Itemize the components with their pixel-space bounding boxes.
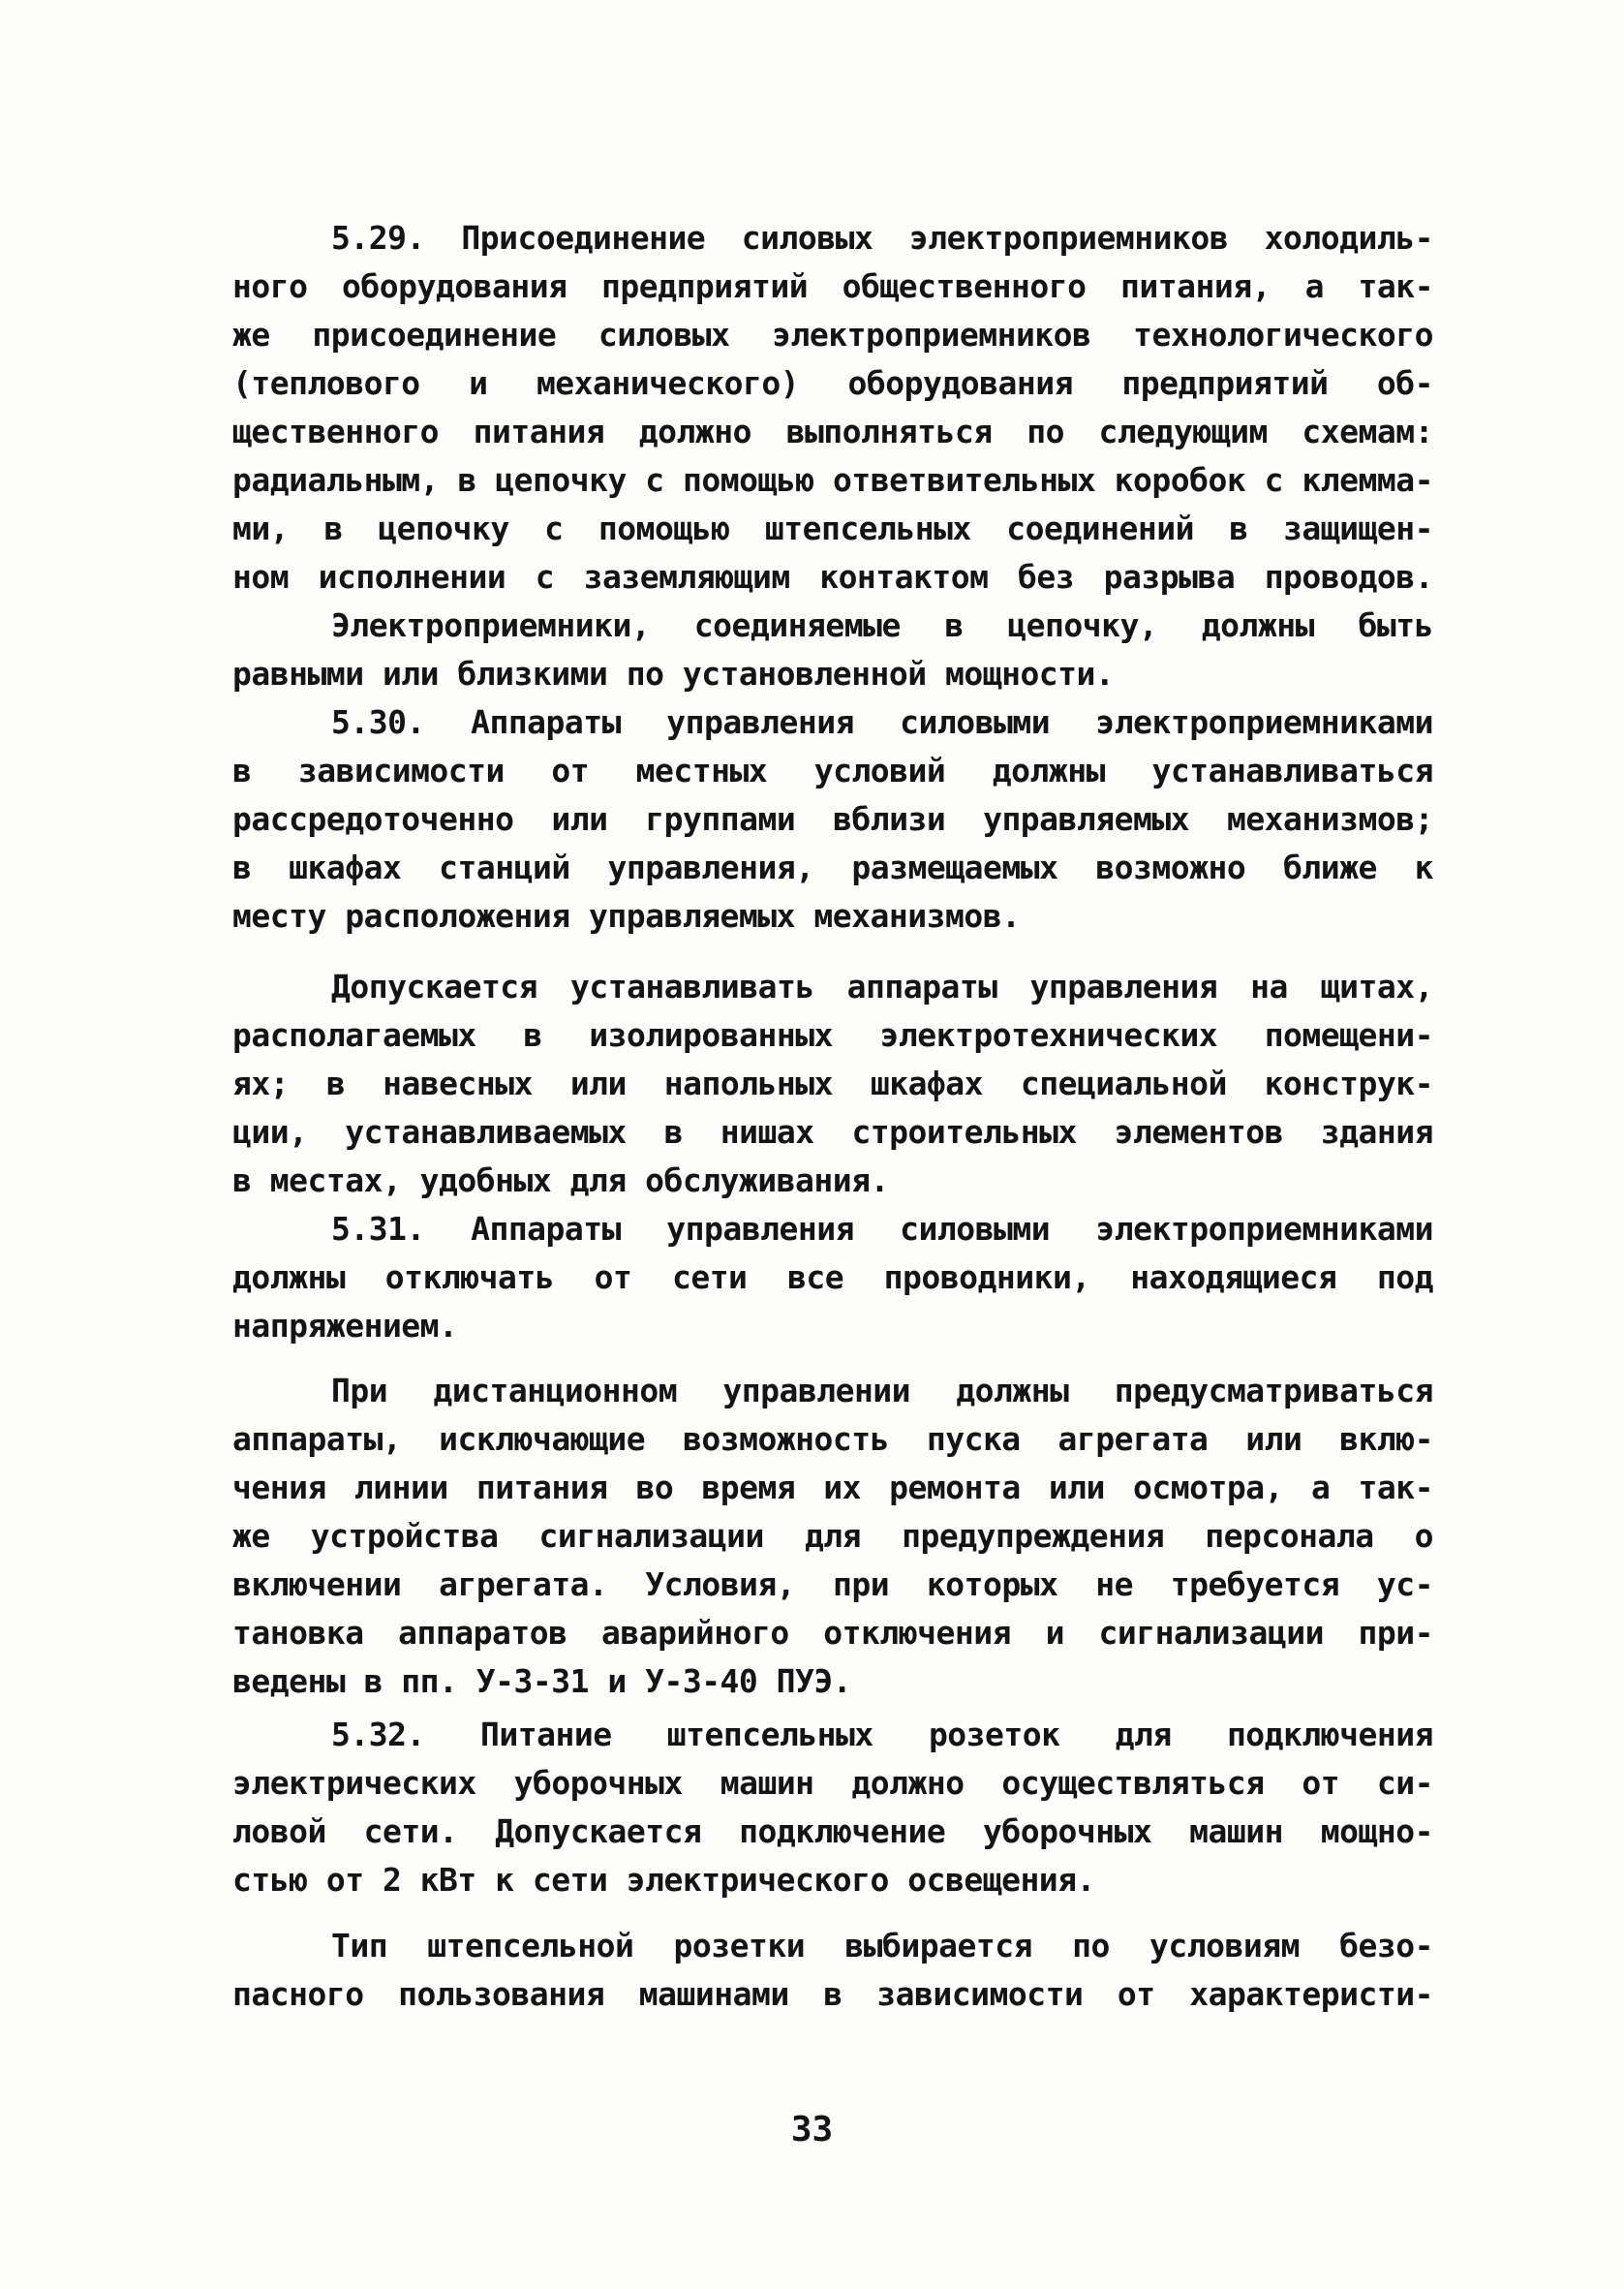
text-line: чения линии питания во время их ремонта или осмотра, а так- bbox=[232, 1469, 1433, 1506]
text-line: должны отключать от сети все проводники, находящиеся под bbox=[232, 1258, 1433, 1296]
text-line: же присоединение силовых электроприемников технологического bbox=[232, 316, 1433, 354]
text-line: ми, в цепочку с помощью штепсельных соединений в защищен- bbox=[232, 510, 1433, 547]
text-line: стью от 2 кВт к сети электрического освещения. bbox=[232, 1861, 1095, 1899]
text-line: ведены в пп. У-3-31 и У-3-40 ПУЭ. bbox=[232, 1662, 852, 1700]
text-line: ях; в навесных или напольных шкафах специальной конструк- bbox=[232, 1065, 1433, 1102]
text-line: равными или близкими по установленной мощности. bbox=[232, 655, 1115, 693]
text-line: ловой сети. Допускается подключение уборочных машин мощно- bbox=[232, 1812, 1433, 1850]
text-line: ном исполнении с заземляющим контактом без разрыва проводов. bbox=[232, 558, 1433, 596]
text-line: 5.29. Присоединение силовых электроприемников холодиль- bbox=[331, 219, 1433, 257]
text-line: ного оборудования предприятий общественного питания, а так- bbox=[232, 267, 1433, 305]
text-line: (теплового и механического) оборудования предприятий об- bbox=[232, 364, 1433, 402]
text-line: же устройства сигнализации для предупреждения персонала о bbox=[232, 1517, 1433, 1555]
text-line: месту расположения управляемых механизмов. bbox=[232, 897, 1021, 935]
text-line: пасного пользования машинами в зависимости от характеристи- bbox=[232, 1975, 1433, 2013]
text-line: радиальным, в цепочку с помощью ответвительных коробок с клемма- bbox=[232, 461, 1433, 499]
text-line: Допускается устанавливать аппараты управления на щитах, bbox=[331, 968, 1433, 1005]
text-line: аппараты, исключающие возможность пуска агрегата или вклю- bbox=[232, 1420, 1433, 1458]
text-line: При дистанционном управлении должны предусматриваться bbox=[331, 1372, 1433, 1409]
text-line: в местах, удобных для обслуживания. bbox=[232, 1161, 889, 1199]
text-line: располагаемых в изолированных электротехнических помещени- bbox=[232, 1016, 1433, 1054]
text-line: электрических уборочных машин должно осуществляться от си- bbox=[232, 1764, 1433, 1802]
text-line: напряжением. bbox=[232, 1307, 458, 1345]
text-line: тановка аппаратов аварийного отключения и сигнализации при- bbox=[232, 1614, 1433, 1652]
text-line: 5.31. Аппараты управления силовыми электроприемниками bbox=[331, 1210, 1433, 1248]
text-line: в зависимости от местных условий должны устанавливаться bbox=[232, 752, 1433, 789]
page-number: 33 bbox=[790, 2110, 834, 2150]
text-line: 5.30. Аппараты управления силовыми электроприемниками bbox=[331, 703, 1433, 741]
text-line: 5.32. Питание штепсельных розеток для подключения bbox=[331, 1716, 1433, 1753]
text-line: Электроприемники, соединяемые в цепочку, должны быть bbox=[331, 606, 1433, 644]
text-line: включении агрегата. Условия, при которых не требуется ус- bbox=[232, 1565, 1433, 1603]
text-line: в шкафах станций управления, размещаемых возможно ближе к bbox=[232, 849, 1433, 886]
text-line: ции, устанавливаемых в нишах строительных элементов здания bbox=[232, 1113, 1433, 1151]
text-line: Тип штепсельной розетки выбирается по условиям безо- bbox=[331, 1927, 1433, 1964]
text-line: щественного питания должно выполняться по следующим схемам: bbox=[232, 413, 1433, 450]
text-line: рассредоточенно или группами вблизи управляемых механизмов; bbox=[232, 800, 1433, 838]
